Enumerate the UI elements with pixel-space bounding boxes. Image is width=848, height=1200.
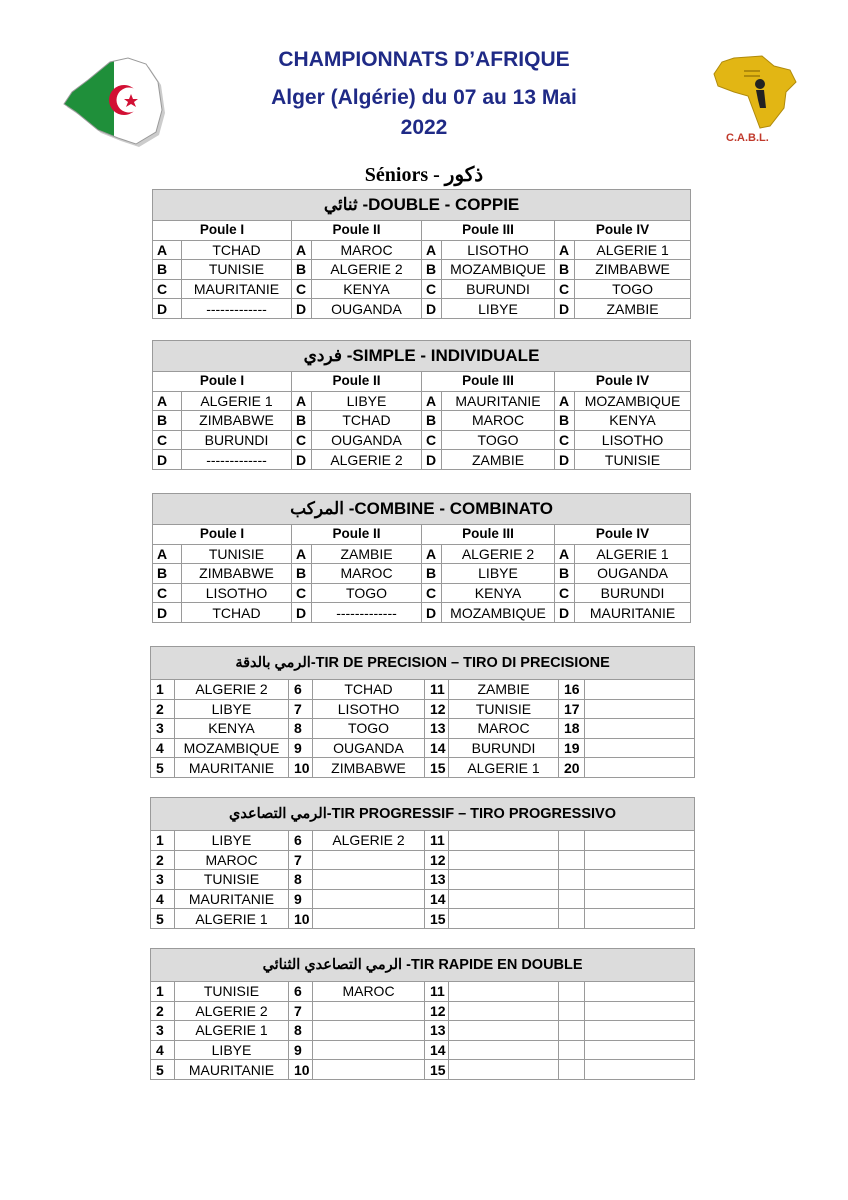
row-letter: C bbox=[292, 430, 312, 450]
team-cell: LISOTHO bbox=[575, 430, 691, 450]
table-row bbox=[151, 982, 695, 1002]
team-cell: ZIMBABWE bbox=[182, 411, 292, 431]
team-cell: MAROC bbox=[449, 719, 559, 739]
team-cell bbox=[585, 982, 695, 1002]
order-number bbox=[559, 850, 585, 870]
combine-pools-table bbox=[152, 493, 691, 623]
row-letter: C bbox=[555, 583, 575, 603]
table-row bbox=[151, 758, 695, 778]
team-cell bbox=[449, 831, 559, 851]
order-number: 3 bbox=[151, 870, 175, 890]
pool-header: Poule III bbox=[422, 221, 555, 241]
order-number: 2 bbox=[151, 1001, 175, 1021]
order-number: 1 bbox=[151, 680, 175, 700]
team-cell: OUGANDA bbox=[575, 564, 691, 584]
pool-header: Poule I bbox=[153, 221, 292, 241]
team-cell: KENYA bbox=[575, 411, 691, 431]
order-number: 16 bbox=[559, 680, 585, 700]
team-cell: LIBYE bbox=[442, 299, 555, 319]
row-letter: B bbox=[292, 564, 312, 584]
order-number: 6 bbox=[289, 680, 313, 700]
pool-header: Poule III bbox=[422, 372, 555, 392]
row-letter: C bbox=[292, 583, 312, 603]
order-number: 5 bbox=[151, 1060, 175, 1080]
order-number: 7 bbox=[289, 1001, 313, 1021]
row-letter: C bbox=[422, 583, 442, 603]
section-title: الرمي التصاعدي-TIR PROGRESSIF – TIRO PROGRESSIVO bbox=[151, 798, 695, 831]
order-number: 13 bbox=[425, 870, 449, 890]
team-cell: TCHAD bbox=[312, 411, 422, 431]
order-number: 5 bbox=[151, 909, 175, 929]
row-letter: A bbox=[555, 391, 575, 411]
order-number: 11 bbox=[425, 680, 449, 700]
table-row bbox=[153, 450, 691, 470]
pool-header: Poule III bbox=[422, 525, 555, 545]
championship-location-dates: Alger (Algérie) du 07 au 13 Mai bbox=[271, 86, 577, 109]
table-row bbox=[151, 1001, 695, 1021]
team-cell bbox=[449, 850, 559, 870]
team-cell: ZIMBABWE bbox=[313, 758, 425, 778]
order-number: 1 bbox=[151, 831, 175, 851]
team-cell: ZAMBIE bbox=[442, 450, 555, 470]
team-cell bbox=[449, 1040, 559, 1060]
section-title: المركب -COMBINE - COMBINATO bbox=[153, 494, 691, 525]
team-cell bbox=[313, 1021, 425, 1041]
table-row bbox=[153, 583, 691, 603]
team-cell: TOGO bbox=[442, 430, 555, 450]
team-cell: ALGERIE 1 bbox=[575, 240, 691, 260]
team-cell: ZIMBABWE bbox=[575, 260, 691, 280]
order-number: 8 bbox=[289, 870, 313, 890]
team-cell bbox=[449, 1060, 559, 1080]
row-letter: C bbox=[555, 279, 575, 299]
team-cell bbox=[585, 719, 695, 739]
table-row bbox=[153, 240, 691, 260]
team-cell bbox=[449, 982, 559, 1002]
order-number: 3 bbox=[151, 719, 175, 739]
row-letter: C bbox=[555, 430, 575, 450]
team-cell: BURUNDI bbox=[442, 279, 555, 299]
table-row bbox=[153, 260, 691, 280]
order-number: 8 bbox=[289, 1021, 313, 1041]
row-letter: D bbox=[422, 299, 442, 319]
row-letter: C bbox=[153, 279, 182, 299]
table-row bbox=[151, 1040, 695, 1060]
team-cell: ALGERIE 1 bbox=[575, 544, 691, 564]
row-letter: B bbox=[153, 564, 182, 584]
table-row bbox=[153, 603, 691, 623]
team-cell: LIBYE bbox=[175, 831, 289, 851]
team-cell: TCHAD bbox=[313, 680, 425, 700]
team-cell bbox=[313, 889, 425, 909]
team-cell: BURUNDI bbox=[575, 583, 691, 603]
team-cell: LIBYE bbox=[175, 699, 289, 719]
championship-year: 2022 bbox=[400, 116, 448, 139]
row-letter: B bbox=[292, 411, 312, 431]
table-row bbox=[151, 1021, 695, 1041]
team-cell bbox=[313, 850, 425, 870]
team-cell: LIBYE bbox=[175, 1040, 289, 1060]
team-cell: MAROC bbox=[175, 850, 289, 870]
order-number: 9 bbox=[289, 889, 313, 909]
order-number: 20 bbox=[559, 758, 585, 778]
team-cell bbox=[585, 831, 695, 851]
table-row bbox=[153, 564, 691, 584]
cabl-africa-logo bbox=[704, 52, 804, 148]
progressive-order-table bbox=[150, 797, 695, 929]
team-cell: TUNISIE bbox=[182, 544, 292, 564]
row-letter: B bbox=[292, 260, 312, 280]
order-number: 9 bbox=[289, 738, 313, 758]
order-number: 12 bbox=[425, 850, 449, 870]
team-cell bbox=[449, 909, 559, 929]
team-cell: ZAMBIE bbox=[312, 544, 422, 564]
team-cell: MAURITANIE bbox=[182, 279, 292, 299]
team-cell bbox=[585, 758, 695, 778]
row-letter: C bbox=[292, 279, 312, 299]
team-cell: OUGANDA bbox=[312, 299, 422, 319]
order-number bbox=[559, 1021, 585, 1041]
table-row bbox=[151, 850, 695, 870]
order-number: 14 bbox=[425, 1040, 449, 1060]
order-number: 13 bbox=[425, 719, 449, 739]
team-cell: MAURITANIE bbox=[175, 889, 289, 909]
team-cell: OUGANDA bbox=[312, 430, 422, 450]
order-number: 2 bbox=[151, 850, 175, 870]
order-number: 14 bbox=[425, 889, 449, 909]
team-cell: BURUNDI bbox=[449, 738, 559, 758]
team-cell: MAROC bbox=[312, 564, 422, 584]
row-letter: B bbox=[555, 411, 575, 431]
row-letter: B bbox=[153, 411, 182, 431]
team-cell bbox=[449, 870, 559, 890]
pool-header: Poule IV bbox=[555, 221, 691, 241]
order-number: 10 bbox=[289, 758, 313, 778]
order-number: 1 bbox=[151, 982, 175, 1002]
order-number bbox=[559, 870, 585, 890]
team-cell: MAURITANIE bbox=[575, 603, 691, 623]
row-letter: D bbox=[555, 603, 575, 623]
team-cell bbox=[585, 738, 695, 758]
row-letter: D bbox=[292, 603, 312, 623]
order-number: 7 bbox=[289, 850, 313, 870]
row-letter: B bbox=[422, 411, 442, 431]
team-cell: TOGO bbox=[312, 583, 422, 603]
order-number: 14 bbox=[425, 738, 449, 758]
order-number: 17 bbox=[559, 699, 585, 719]
team-cell bbox=[585, 1021, 695, 1041]
order-number: 15 bbox=[425, 758, 449, 778]
team-cell: LISOTHO bbox=[182, 583, 292, 603]
order-number: 6 bbox=[289, 982, 313, 1002]
table-row bbox=[151, 870, 695, 890]
rapid-double-order-table bbox=[150, 948, 695, 1080]
row-letter: D bbox=[292, 450, 312, 470]
order-number bbox=[559, 1060, 585, 1080]
team-cell bbox=[585, 1001, 695, 1021]
order-number: 8 bbox=[289, 719, 313, 739]
table-row bbox=[151, 909, 695, 929]
row-letter: D bbox=[422, 450, 442, 470]
table-row bbox=[151, 738, 695, 758]
table-row bbox=[151, 1060, 695, 1080]
row-letter: A bbox=[292, 240, 312, 260]
team-cell bbox=[313, 1060, 425, 1080]
order-number bbox=[559, 1001, 585, 1021]
order-number: 3 bbox=[151, 1021, 175, 1041]
order-number bbox=[559, 889, 585, 909]
team-cell: TUNISIE bbox=[575, 450, 691, 470]
team-cell: LIBYE bbox=[442, 564, 555, 584]
table-row bbox=[153, 411, 691, 431]
order-number: 18 bbox=[559, 719, 585, 739]
row-letter: A bbox=[555, 240, 575, 260]
table-row bbox=[153, 279, 691, 299]
table-row bbox=[153, 299, 691, 319]
row-letter: A bbox=[153, 544, 182, 564]
team-cell: TOGO bbox=[313, 719, 425, 739]
team-cell bbox=[585, 870, 695, 890]
order-number: 10 bbox=[289, 1060, 313, 1080]
table-row bbox=[151, 680, 695, 700]
team-cell: ALGERIE 1 bbox=[449, 758, 559, 778]
table-row bbox=[151, 889, 695, 909]
row-letter: C bbox=[153, 430, 182, 450]
team-cell: MOZAMBIQUE bbox=[442, 603, 555, 623]
row-letter: C bbox=[422, 279, 442, 299]
row-letter: A bbox=[422, 391, 442, 411]
team-cell: LIBYE bbox=[312, 391, 422, 411]
team-cell: TOGO bbox=[575, 279, 691, 299]
team-cell bbox=[585, 889, 695, 909]
team-cell: ------------- bbox=[182, 450, 292, 470]
order-number: 10 bbox=[289, 909, 313, 929]
team-cell: ALGERIE 1 bbox=[175, 1021, 289, 1041]
order-number: 9 bbox=[289, 1040, 313, 1060]
team-cell: MAROC bbox=[313, 982, 425, 1002]
pool-header: Poule IV bbox=[555, 525, 691, 545]
cabl-logo-text: C.A.B.L. bbox=[726, 132, 769, 144]
order-number: 2 bbox=[151, 699, 175, 719]
pool-header: Poule II bbox=[292, 525, 422, 545]
category-heading: Séniors - ذكور bbox=[364, 164, 484, 186]
team-cell bbox=[449, 1001, 559, 1021]
order-number: 12 bbox=[425, 1001, 449, 1021]
team-cell: ------------- bbox=[312, 603, 422, 623]
order-number: 6 bbox=[289, 831, 313, 851]
order-number: 15 bbox=[425, 1060, 449, 1080]
team-cell: ALGERIE 2 bbox=[312, 260, 422, 280]
table-row bbox=[153, 391, 691, 411]
table-row bbox=[151, 831, 695, 851]
pool-header: Poule II bbox=[292, 372, 422, 392]
precision-order-table bbox=[150, 646, 695, 778]
team-cell: MOZAMBIQUE bbox=[442, 260, 555, 280]
team-cell: ZAMBIE bbox=[575, 299, 691, 319]
team-cell: TUNISIE bbox=[449, 699, 559, 719]
order-number bbox=[559, 909, 585, 929]
order-number: 11 bbox=[425, 831, 449, 851]
team-cell: ZIMBABWE bbox=[182, 564, 292, 584]
team-cell: LISOTHO bbox=[313, 699, 425, 719]
row-letter: B bbox=[153, 260, 182, 280]
team-cell: ALGERIE 2 bbox=[313, 831, 425, 851]
section-title: فردي -SIMPLE - INDIVIDUALE bbox=[153, 341, 691, 372]
team-cell: ALGERIE 2 bbox=[312, 450, 422, 470]
team-cell bbox=[449, 889, 559, 909]
team-cell bbox=[449, 1021, 559, 1041]
pool-header: Poule IV bbox=[555, 372, 691, 392]
team-cell: ALGERIE 2 bbox=[442, 544, 555, 564]
order-number: 4 bbox=[151, 738, 175, 758]
team-cell: TUNISIE bbox=[182, 260, 292, 280]
championship-title: CHAMPIONNATS D’AFRIQUE bbox=[278, 48, 570, 71]
row-letter: B bbox=[422, 564, 442, 584]
double-pools-table bbox=[152, 189, 691, 319]
row-letter: D bbox=[153, 603, 182, 623]
team-cell: BURUNDI bbox=[182, 430, 292, 450]
section-title: الرمي التصاعدي الثنائي -TIR RAPIDE EN DOUBLE bbox=[151, 949, 695, 982]
team-cell: TCHAD bbox=[182, 603, 292, 623]
team-cell: ALGERIE 1 bbox=[175, 909, 289, 929]
table-row bbox=[153, 544, 691, 564]
team-cell: OUGANDA bbox=[313, 738, 425, 758]
team-cell bbox=[585, 1040, 695, 1060]
team-cell bbox=[585, 699, 695, 719]
team-cell: LISOTHO bbox=[442, 240, 555, 260]
order-number: 4 bbox=[151, 889, 175, 909]
pool-header: Poule II bbox=[292, 221, 422, 241]
row-letter: C bbox=[422, 430, 442, 450]
team-cell: TCHAD bbox=[182, 240, 292, 260]
row-letter: B bbox=[555, 564, 575, 584]
team-cell: ALGERIE 2 bbox=[175, 1001, 289, 1021]
table-row bbox=[151, 699, 695, 719]
pool-header: Poule I bbox=[153, 372, 292, 392]
order-number bbox=[559, 831, 585, 851]
row-letter: B bbox=[422, 260, 442, 280]
order-number bbox=[559, 982, 585, 1002]
team-cell bbox=[313, 870, 425, 890]
team-cell: KENYA bbox=[442, 583, 555, 603]
row-letter: A bbox=[422, 240, 442, 260]
team-cell: ALGERIE 1 bbox=[182, 391, 292, 411]
table-row bbox=[153, 430, 691, 450]
row-letter: A bbox=[422, 544, 442, 564]
order-number: 4 bbox=[151, 1040, 175, 1060]
row-letter: D bbox=[555, 299, 575, 319]
table-row bbox=[151, 719, 695, 739]
order-number: 13 bbox=[425, 1021, 449, 1041]
team-cell: MAURITANIE bbox=[442, 391, 555, 411]
team-cell: KENYA bbox=[175, 719, 289, 739]
row-letter: A bbox=[153, 240, 182, 260]
team-cell bbox=[313, 909, 425, 929]
pool-header: Poule I bbox=[153, 525, 292, 545]
team-cell bbox=[313, 1001, 425, 1021]
team-cell: MAROC bbox=[442, 411, 555, 431]
order-number bbox=[559, 1040, 585, 1060]
team-cell: MAURITANIE bbox=[175, 1060, 289, 1080]
row-letter: A bbox=[555, 544, 575, 564]
team-cell: ZAMBIE bbox=[449, 680, 559, 700]
team-cell: MOZAMBIQUE bbox=[175, 738, 289, 758]
row-letter: D bbox=[153, 299, 182, 319]
row-letter: A bbox=[292, 391, 312, 411]
order-number: 15 bbox=[425, 909, 449, 929]
team-cell bbox=[585, 1060, 695, 1080]
order-number: 12 bbox=[425, 699, 449, 719]
team-cell: TUNISIE bbox=[175, 870, 289, 890]
order-number: 19 bbox=[559, 738, 585, 758]
team-cell bbox=[585, 850, 695, 870]
row-letter: A bbox=[153, 391, 182, 411]
row-letter: A bbox=[292, 544, 312, 564]
team-cell bbox=[585, 680, 695, 700]
team-cell: ALGERIE 2 bbox=[175, 680, 289, 700]
row-letter: D bbox=[555, 450, 575, 470]
team-cell: MOZAMBIQUE bbox=[575, 391, 691, 411]
team-cell: ------------- bbox=[182, 299, 292, 319]
row-letter: B bbox=[555, 260, 575, 280]
section-title: ثنائي -DOUBLE - COPPIE bbox=[153, 190, 691, 221]
row-letter: D bbox=[422, 603, 442, 623]
order-number: 5 bbox=[151, 758, 175, 778]
team-cell bbox=[313, 1040, 425, 1060]
team-cell: KENYA bbox=[312, 279, 422, 299]
team-cell: TUNISIE bbox=[175, 982, 289, 1002]
section-title: الرمي بالدقة-TIR DE PRECISION – TIRO DI PRECISIONE bbox=[151, 647, 695, 680]
order-number: 7 bbox=[289, 699, 313, 719]
row-letter: C bbox=[153, 583, 182, 603]
order-number: 11 bbox=[425, 982, 449, 1002]
row-letter: D bbox=[153, 450, 182, 470]
row-letter: D bbox=[292, 299, 312, 319]
simple-pools-table bbox=[152, 340, 691, 470]
team-cell bbox=[585, 909, 695, 929]
team-cell: MAROC bbox=[312, 240, 422, 260]
team-cell: MAURITANIE bbox=[175, 758, 289, 778]
